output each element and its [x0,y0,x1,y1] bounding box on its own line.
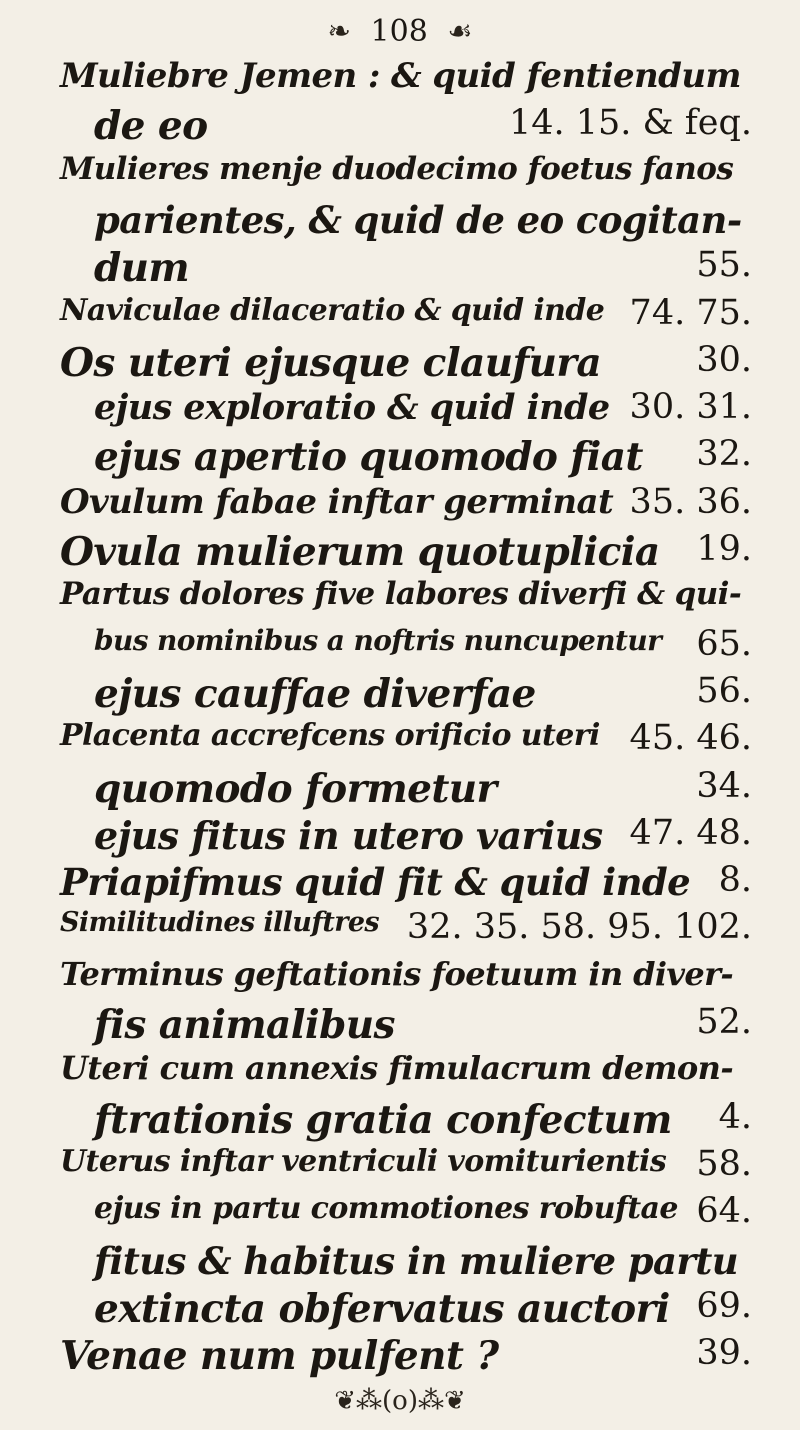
page-reference: 30. 31. [629,387,752,428]
page-reference: 56. [696,670,752,711]
index-term: bus nominibus a noftris nuncupentur [94,623,662,657]
index-term: Venae num pulfent ? [60,1333,499,1380]
page-reference: 34. [696,765,752,806]
index-term: fitus & habitus in muliere partu [94,1238,739,1283]
index-term: Ovulum fabae inftar germinat [60,481,614,522]
page-reference: 32. 35. 58. 95. 102. [406,907,752,948]
index-term: quomodo formetur [94,765,497,812]
index-term: parientes, & quid de eo cogitan- [94,197,742,242]
page-reference: 47. 48. [629,812,752,853]
index-term: Uterus inftar ventriculi vomiturientis [60,1143,667,1179]
page-reference: 39. [696,1333,752,1374]
page-reference: 64. [696,1191,752,1232]
page-reference: 45. 46. [629,718,752,759]
page-reference: 69. [696,1285,752,1326]
index-term: ejus cauffae diverfae [94,670,536,717]
index-term: Muliebre Jemen : & quid fentiendum [60,56,741,96]
page-reference: 55. [696,245,752,286]
page-reference: 65. [696,623,752,664]
page-reference: 14. 15. & feq. [508,103,752,144]
index-term: Similitudines illuftres [60,907,380,939]
index-term: ejus in partu commotiones robuftae [94,1191,678,1227]
index-term: dum [94,245,190,292]
index-term: extincta obfervatus auctori [94,1285,670,1332]
page-reference: 35. 36. [629,481,752,522]
index-term: ejus fitus in utero varius [94,812,603,858]
index-term: Uteri cum annexis fimulacrum demon- [60,1049,734,1088]
index-term: ftrationis gratia confectum [94,1096,672,1143]
page-reference: 4. [718,1096,752,1137]
page-number: 108 [370,13,428,49]
page-reference: 19. [696,529,752,569]
footer-ornament-icon: ❦⁂(o)⁂❦ [334,1386,466,1416]
index-term: Mulieres menje duodecimo foetus fanos [60,150,734,187]
page-reference: 74. 75. [629,292,752,333]
index-term: ejus exploratio & quid inde [94,387,610,429]
index-term: Ovula mulierum quotuplicia [60,529,660,575]
index-term: ejus apertio quomodo fiat [94,434,643,481]
page-reference: 30. [696,339,752,380]
index-term: Priapifmus quid fit & quid inde [60,860,691,905]
page-reference: 8. [718,860,752,901]
index-term: Partus dolores five labores diverfi & qui- [60,576,742,613]
index-line [0,1333,800,1393]
page-reference: 52. [696,1002,752,1042]
index-term: Placenta accrefcens orificio uteri [60,718,600,754]
index-term: de eo [94,103,208,150]
page-reference: 32. [696,434,752,475]
index-term: Os uteri ejusque claufura [60,339,602,386]
right-ornament-icon: ☙ [447,14,473,48]
page-header [0,12,800,49]
page-reference: 58. [696,1143,752,1184]
index-term: Naviculae dilaceratio & quid inde [60,292,605,328]
index-term: fis animalibus [94,1002,395,1048]
left-ornament-icon: ❧ [327,14,351,48]
index-term: Terminus geftationis foetuum in diver- [60,954,734,993]
